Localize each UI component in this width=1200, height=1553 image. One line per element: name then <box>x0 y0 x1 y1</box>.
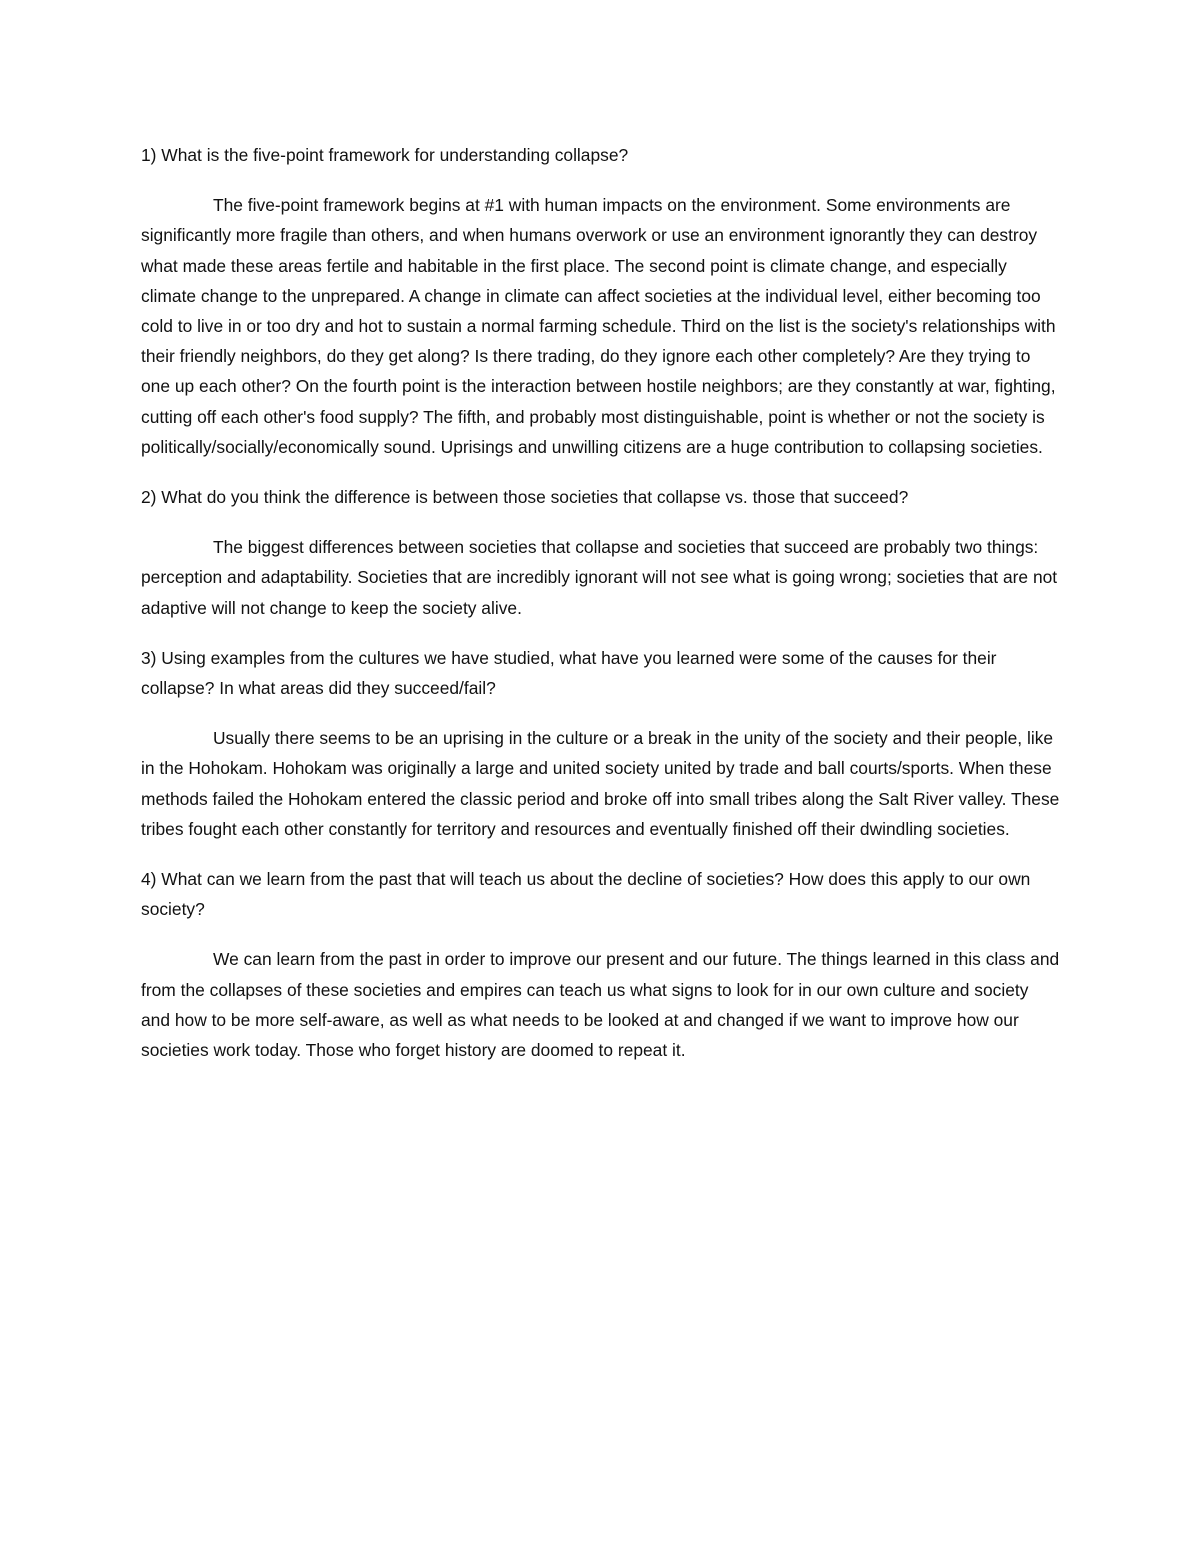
document-body <box>141 140 1061 1085</box>
answer-3: Usually there seems to be an uprising in the culture or a break in the unity of the society and their people, like in the Hohokam. Hohokam was originally a large and united society united by trade and ball courts/sports. When these methods failed the Hohokam entered the classic period and broke off into small tribes along the Salt River valley. These tribes fought each other constantly for territory and resources and eventually finished off their dwindling societies. <box>141 728 1060 839</box>
question-3: 3) Using examples from the cultures we have studied, what have you learned were some of the causes for their collapse? In what areas did they succeed/fail? <box>141 647 997 699</box>
question-2: 2) What do you think the difference is between those societies that collapse vs. those that succeed? <box>141 487 909 508</box>
question-4: 4) What can we learn from the past that will teach us about the decline of societies? How does this apply to our own society? <box>141 869 1031 920</box>
question-1: 1) What is the five-point framework for understanding collapse? <box>141 145 629 165</box>
answer-4: We can learn from the past in order to improve our present and our future. The things learned in this class and from the collapses of these societies and empires can teach us what signs to look for in our own culture and society and how to be more self-aware, as well as what needs to be looked at and changed if we want to improve how our societies work today. Those who forget history are doomed to repeat it. <box>141 949 1060 1061</box>
answer-2: The biggest differences between societies that collapse and societies that succeed are probably two things: perception and adaptability. Societies that are incredibly ignorant will not see what is going wrong; societies that are not adaptive will not change to keep the society alive. <box>141 537 1058 618</box>
answer-1: The five-point framework begins at #1 with human impacts on the environment. Some environments are significantly more fragile than others, and when humans overwork or use an environment ignorantly they can destroy what made these areas fertile and habitable in the first place. The second point is climate change, and especially climate change to the unprepared. A change in climate can affect societies at the individual level, either becoming too cold to live in or too dry and hot to sustain a normal farming schedule. Third on the list is the society's relationships with their friendly neighbors, do they get along? Is there trading, do they ignore each other completely? Are they trying to one up each other? On the fourth point is the interaction between hostile neighbors; are they constantly at war, fighting, cutting off each other's food supply? The fifth, and probably most distinguishable, point is whether or not the society is politically/socially/economically sound. Uprisings and unwilling citizens are a huge contribution to collapsing societies. <box>141 195 1056 457</box>
